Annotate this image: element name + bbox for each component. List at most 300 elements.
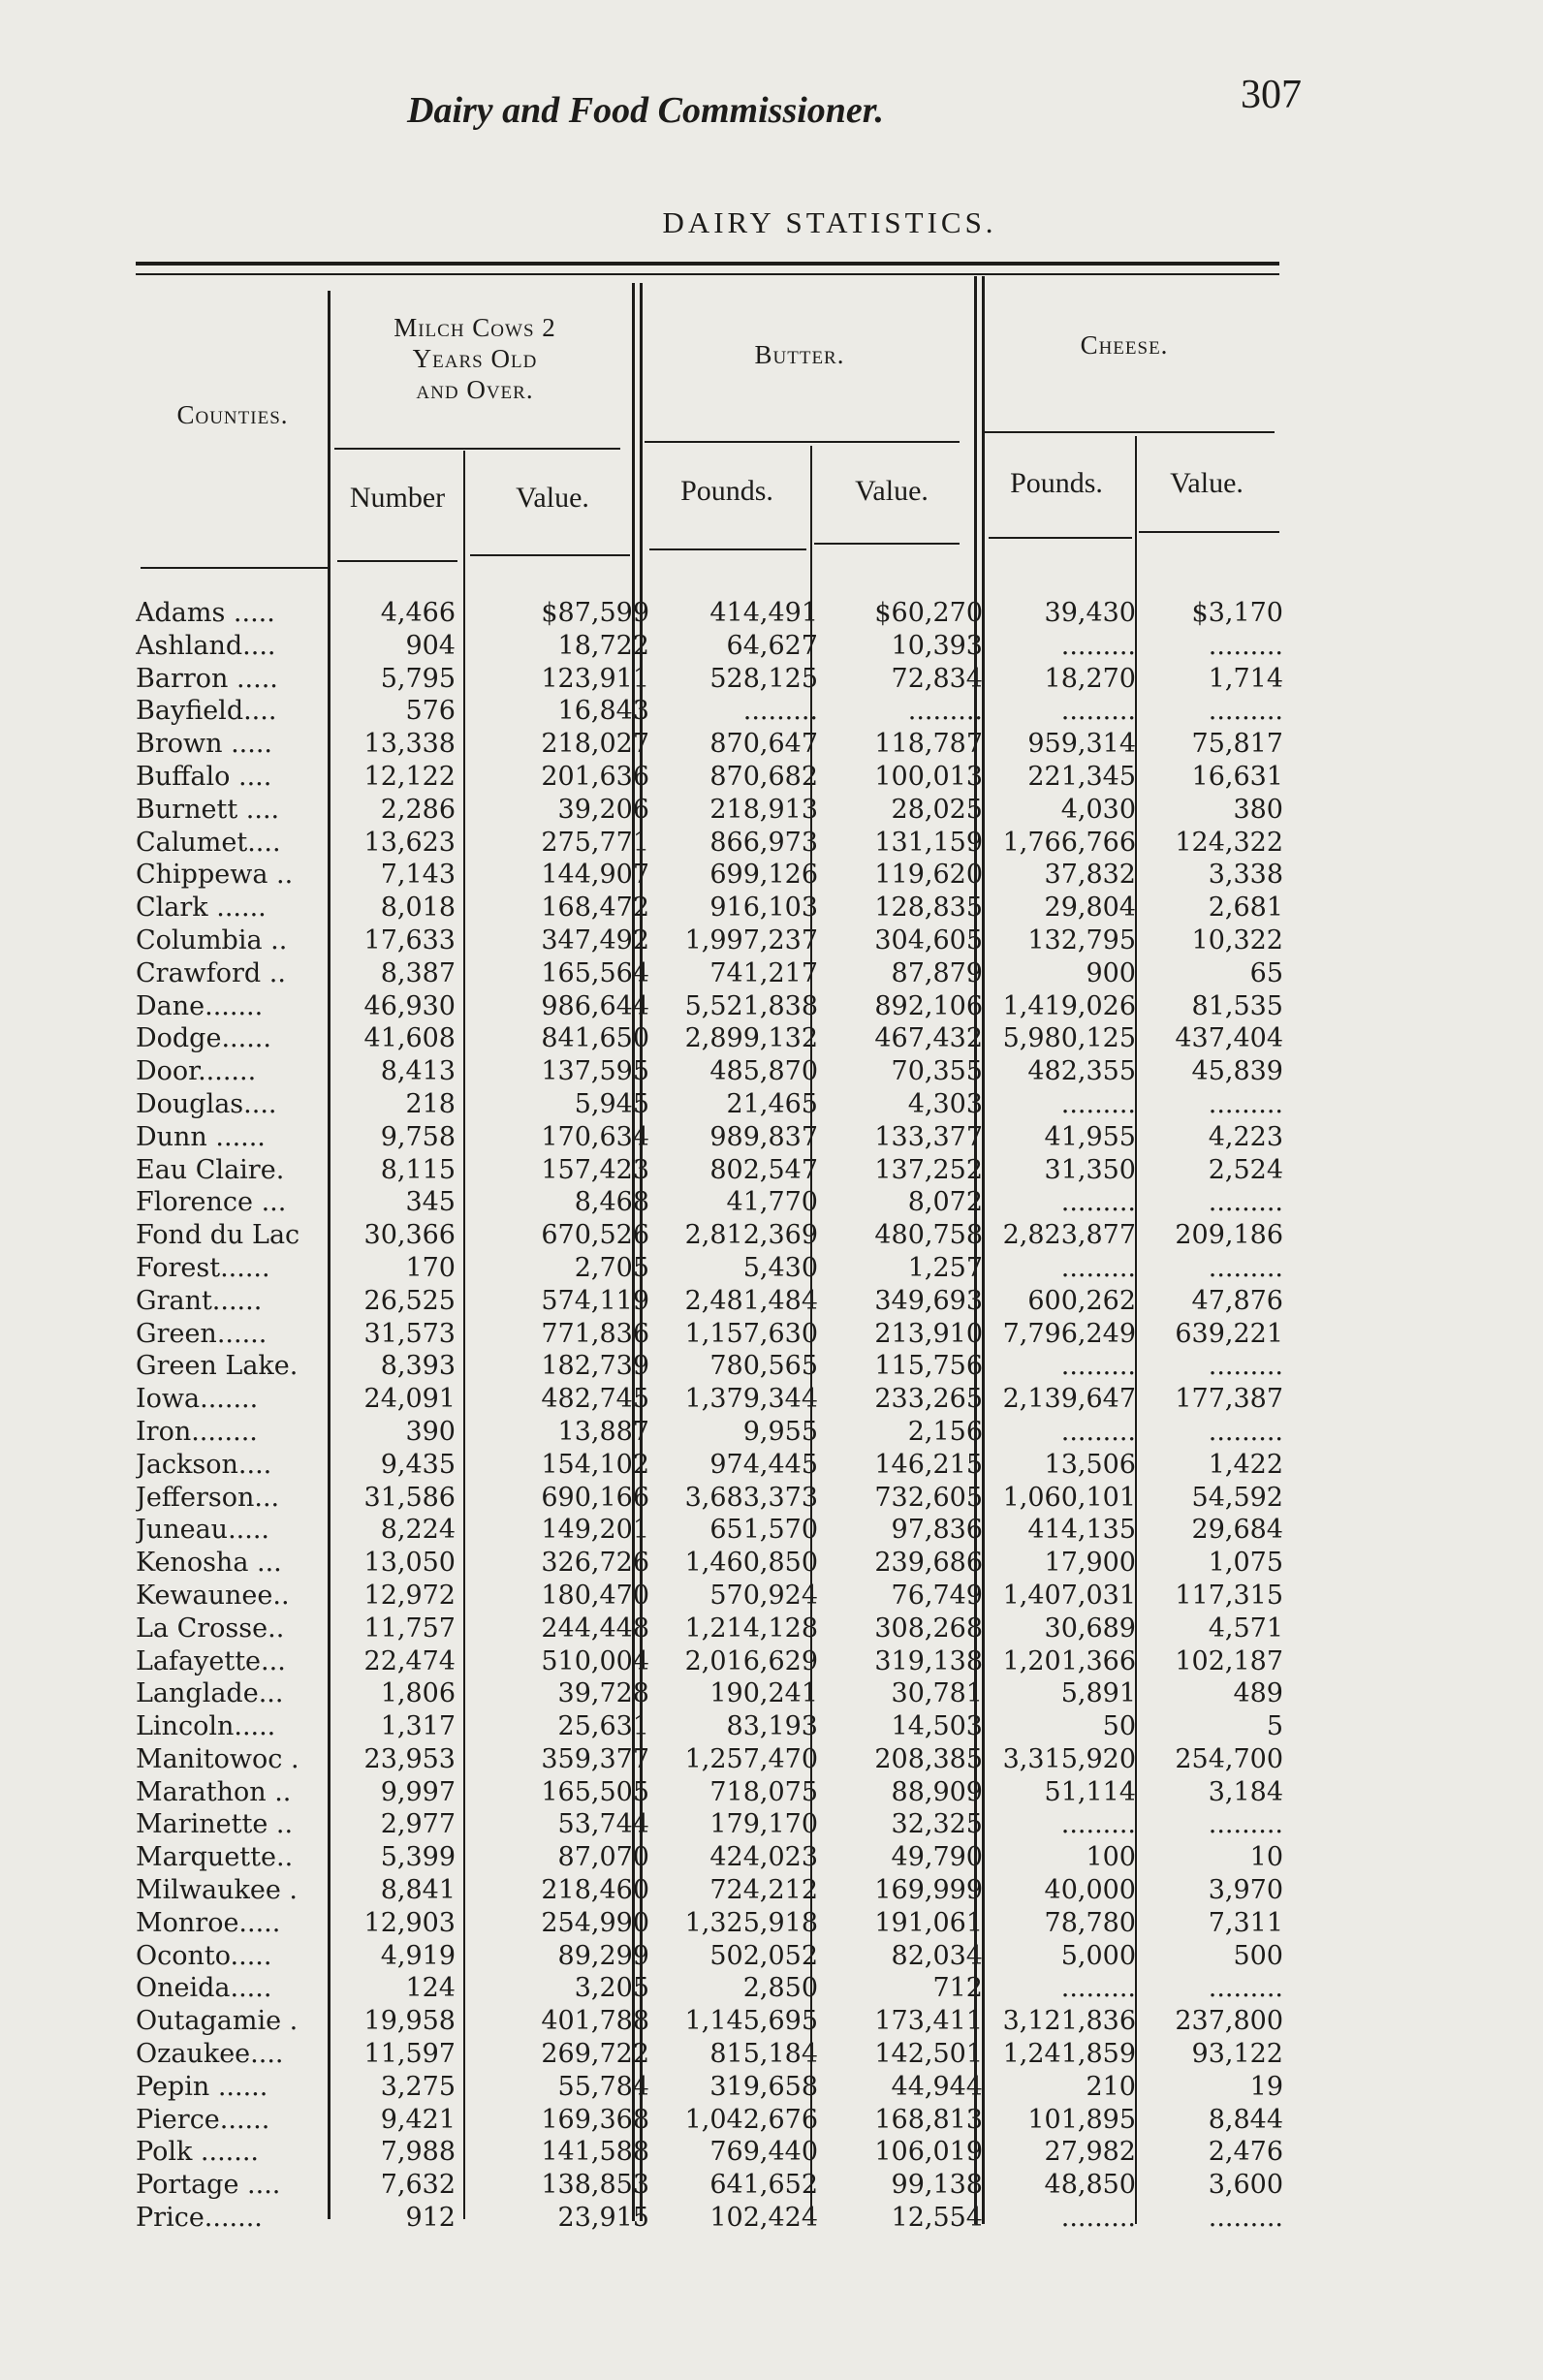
table-row bbox=[0, 1219, 1543, 1252]
cow-number-cell: 9,435 bbox=[380, 1449, 456, 1480]
table-row bbox=[0, 1383, 1543, 1416]
butter-pounds-cell: 974,445 bbox=[709, 1449, 818, 1480]
cheese-pounds-cell: 1,419,026 bbox=[1002, 990, 1136, 1021]
county-cell: Marathon .. bbox=[136, 1776, 292, 1807]
cheese-value-cell: 10,322 bbox=[1191, 924, 1283, 955]
county-cell: Clark ...... bbox=[136, 892, 267, 924]
butter-value-cell: 233,265 bbox=[874, 1384, 983, 1415]
cow-number-cell: 124 bbox=[405, 1973, 456, 2004]
cow-number-cell: 2,286 bbox=[380, 794, 456, 825]
table-row bbox=[0, 1940, 1543, 1973]
cheese-value-cell: ......... bbox=[1208, 1187, 1283, 1218]
cheese-value-cell: ......... bbox=[1208, 1351, 1283, 1382]
cheese-value-cell: 7,311 bbox=[1208, 1907, 1283, 1938]
cow-value-cell: 16,843 bbox=[557, 696, 649, 727]
butter-value-cell: 44,944 bbox=[891, 2071, 983, 2102]
cow-number-cell: 5,399 bbox=[380, 1842, 456, 1873]
cow-value-cell: 254,990 bbox=[541, 1907, 649, 1938]
cheese-value-cell: 209,186 bbox=[1175, 1220, 1283, 1251]
table-row bbox=[0, 2038, 1543, 2071]
cow-value-cell: 359,377 bbox=[541, 1743, 649, 1774]
cheese-value-cell: 254,700 bbox=[1175, 1743, 1283, 1774]
cow-number-cell: 390 bbox=[405, 1416, 456, 1447]
table-row bbox=[0, 1972, 1543, 2005]
cheese-pounds-cell: 78,780 bbox=[1044, 1907, 1136, 1938]
county-cell: Oconto..... bbox=[136, 1940, 272, 1971]
cow-value-cell: 18,722 bbox=[557, 630, 649, 661]
cow-number-cell: 9,997 bbox=[380, 1776, 456, 1807]
butter-value-cell: 168,813 bbox=[874, 2104, 983, 2135]
cheese-pounds-cell: 210 bbox=[1086, 2071, 1136, 2102]
header-bottom-rule-value bbox=[470, 554, 630, 556]
cheese-pounds-cell: ......... bbox=[1060, 1252, 1136, 1283]
cow-value-cell: 771,836 bbox=[541, 1318, 649, 1349]
cheese-pounds-cell: 48,850 bbox=[1044, 2170, 1136, 2201]
cow-value-cell: 269,722 bbox=[541, 2039, 649, 2070]
cow-number-cell: 12,122 bbox=[363, 761, 456, 792]
header-bottom-rule-bvalue bbox=[814, 543, 960, 545]
county-cell: Kenosha ... bbox=[136, 1548, 282, 1579]
county-cell: Crawford .. bbox=[136, 957, 286, 988]
county-cell: Portage .... bbox=[136, 2170, 281, 2201]
cheese-value-cell: 437,404 bbox=[1175, 1023, 1283, 1054]
table-row bbox=[0, 1055, 1543, 1088]
table-row bbox=[0, 892, 1543, 924]
butter-pounds-cell: 179,170 bbox=[709, 1809, 818, 1840]
butter-pounds-cell: 414,491 bbox=[709, 598, 818, 628]
cheese-pounds-cell: 37,832 bbox=[1044, 860, 1136, 891]
butter-value-cell: 4,303 bbox=[907, 1088, 983, 1119]
table-row bbox=[0, 1154, 1543, 1187]
cow-number-cell: 11,597 bbox=[363, 2039, 456, 2070]
table-row bbox=[0, 1710, 1543, 1743]
cheese-value-cell: 489 bbox=[1233, 1678, 1283, 1709]
cow-value-cell: 123,911 bbox=[541, 663, 649, 694]
header-cheese: Cheese. bbox=[1080, 330, 1169, 360]
butter-value-cell: 304,605 bbox=[874, 924, 983, 955]
subheader-cow-value: Value. bbox=[516, 482, 589, 514]
butter-pounds-cell: 424,023 bbox=[709, 1842, 818, 1873]
cow-value-cell: 326,726 bbox=[541, 1548, 649, 1579]
butter-pounds-cell: 190,241 bbox=[709, 1678, 818, 1709]
cheese-value-cell: ......... bbox=[1208, 1252, 1283, 1283]
cow-number-cell: 576 bbox=[405, 696, 456, 727]
cheese-pounds-cell: 3,121,836 bbox=[1002, 2006, 1136, 2037]
cow-value-cell: 87,070 bbox=[557, 1842, 649, 1873]
cheese-value-cell: ......... bbox=[1208, 1416, 1283, 1447]
cow-value-cell: 841,650 bbox=[541, 1023, 649, 1054]
cheese-value-cell: ......... bbox=[1208, 630, 1283, 661]
butter-pounds-cell: 5,430 bbox=[742, 1252, 818, 1283]
cow-value-cell: 670,526 bbox=[541, 1220, 649, 1251]
cow-value-cell: 218,460 bbox=[541, 1875, 649, 1906]
cheese-value-cell: 237,800 bbox=[1175, 2006, 1283, 2037]
cheese-value-cell: 65 bbox=[1249, 957, 1283, 988]
cow-number-cell: 31,573 bbox=[363, 1318, 456, 1349]
cow-number-cell: 170 bbox=[405, 1252, 456, 1283]
cow-value-cell: 482,745 bbox=[541, 1384, 649, 1415]
table-row bbox=[0, 1088, 1543, 1121]
cheese-pounds-cell: 600,262 bbox=[1027, 1285, 1136, 1316]
county-cell: Ozaukee.... bbox=[136, 2039, 284, 2070]
butter-pounds-cell: 21,465 bbox=[726, 1088, 818, 1119]
table-row bbox=[0, 2005, 1543, 2038]
county-cell: Green Lake. bbox=[136, 1351, 299, 1382]
subheader-butter-pounds: Pounds. bbox=[680, 475, 773, 507]
header-milch-cows-line1: Milch Cows 2 bbox=[394, 313, 556, 342]
butter-value-cell: 169,999 bbox=[874, 1875, 983, 1906]
butter-value-cell: 208,385 bbox=[874, 1743, 983, 1774]
county-cell: Jefferson... bbox=[136, 1482, 280, 1513]
butter-value-cell: 30,781 bbox=[891, 1678, 983, 1709]
cheese-pounds-cell: ......... bbox=[1060, 1973, 1136, 2004]
cow-number-cell: 8,393 bbox=[380, 1351, 456, 1382]
butter-pounds-cell: 64,627 bbox=[726, 630, 818, 661]
cheese-pounds-cell: 29,804 bbox=[1044, 892, 1136, 924]
cow-number-cell: 7,632 bbox=[380, 2170, 456, 2201]
cheese-value-cell: ......... bbox=[1208, 1088, 1283, 1119]
table-row bbox=[0, 1776, 1543, 1809]
county-cell: Manitowoc . bbox=[136, 1743, 299, 1774]
butter-value-cell: 239,686 bbox=[874, 1548, 983, 1579]
cheese-subheader-rule bbox=[984, 431, 1275, 433]
county-cell: Iowa....... bbox=[136, 1384, 259, 1415]
cheese-value-cell: ......... bbox=[1208, 2203, 1283, 2234]
county-cell: Lincoln..... bbox=[136, 1711, 276, 1742]
cheese-pounds-cell: ......... bbox=[1060, 1088, 1136, 1119]
cheese-pounds-cell: 959,314 bbox=[1027, 729, 1136, 760]
butter-pounds-cell: 2,850 bbox=[742, 1973, 818, 2004]
cow-value-cell: 2,705 bbox=[574, 1252, 649, 1283]
county-cell: Marquette.. bbox=[136, 1842, 294, 1873]
cheese-pounds-cell: 51,114 bbox=[1044, 1776, 1136, 1807]
county-cell: Oneida..... bbox=[136, 1973, 272, 2004]
table-row bbox=[0, 1350, 1543, 1383]
county-cell: Outagamie . bbox=[136, 2006, 299, 2037]
header-butter: Butter. bbox=[754, 340, 845, 369]
table-row bbox=[0, 1677, 1543, 1710]
cheese-value-cell: 1,075 bbox=[1208, 1548, 1283, 1579]
county-cell: Milwaukee . bbox=[136, 1875, 298, 1906]
table-row bbox=[0, 1514, 1543, 1547]
cow-value-cell: 137,595 bbox=[541, 1056, 649, 1087]
cheese-pounds-cell: ......... bbox=[1060, 696, 1136, 727]
county-cell: Iron........ bbox=[136, 1416, 258, 1447]
butter-pounds-cell: 802,547 bbox=[709, 1154, 818, 1185]
cow-value-cell: 510,004 bbox=[541, 1645, 649, 1676]
table-row bbox=[0, 1907, 1543, 1940]
county-cell: Bayfield.... bbox=[136, 696, 277, 727]
cow-value-cell: 401,788 bbox=[541, 2006, 649, 2037]
butter-value-cell: 732,605 bbox=[874, 1482, 983, 1513]
cow-value-cell: 574,119 bbox=[541, 1285, 649, 1316]
butter-value-cell: 480,758 bbox=[874, 1220, 983, 1251]
butter-pounds-cell: 724,212 bbox=[709, 1875, 818, 1906]
cheese-pounds-cell: 1,407,031 bbox=[1002, 1580, 1136, 1611]
butter-value-cell: 12,554 bbox=[891, 2203, 983, 2234]
cow-number-cell: 11,757 bbox=[363, 1613, 456, 1644]
butter-pounds-cell: 718,075 bbox=[709, 1776, 818, 1807]
cow-number-cell: 8,387 bbox=[380, 957, 456, 988]
butter-pounds-cell: 699,126 bbox=[709, 860, 818, 891]
cow-value-cell: 157,423 bbox=[541, 1154, 649, 1185]
cheese-pounds-cell: 4,030 bbox=[1060, 794, 1136, 825]
county-cell: Florence ... bbox=[136, 1187, 287, 1218]
cheese-value-cell: 2,524 bbox=[1208, 1154, 1283, 1185]
butter-pounds-cell: 2,812,369 bbox=[684, 1220, 818, 1251]
cow-number-cell: 17,633 bbox=[363, 924, 456, 955]
cow-number-cell: 1,317 bbox=[380, 1711, 456, 1742]
cow-value-cell: 5,945 bbox=[574, 1088, 649, 1119]
cow-number-cell: 4,919 bbox=[380, 1940, 456, 1971]
county-cell: Green...... bbox=[136, 1318, 268, 1349]
cheese-value-cell: ......... bbox=[1208, 1809, 1283, 1840]
table-row bbox=[0, 1416, 1543, 1449]
cheese-value-cell: 2,681 bbox=[1208, 892, 1283, 924]
cheese-pounds-cell: 101,895 bbox=[1027, 2104, 1136, 2135]
cow-number-cell: 8,018 bbox=[380, 892, 456, 924]
cheese-value-cell: 93,122 bbox=[1191, 2039, 1283, 2070]
cheese-value-cell: $3,170 bbox=[1191, 598, 1283, 628]
butter-pounds-cell: 989,837 bbox=[709, 1121, 818, 1152]
county-cell: Ashland.... bbox=[136, 630, 276, 661]
top-rule-thin bbox=[136, 273, 1279, 275]
butter-value-cell: ......... bbox=[907, 696, 983, 727]
cheese-value-cell: 81,535 bbox=[1191, 990, 1283, 1021]
cheese-pounds-cell: 3,315,920 bbox=[1002, 1743, 1136, 1774]
butter-value-cell: 49,790 bbox=[891, 1842, 983, 1873]
cheese-value-cell: 16,631 bbox=[1191, 761, 1283, 792]
table-row bbox=[0, 695, 1543, 728]
table-row bbox=[0, 1318, 1543, 1351]
table-row bbox=[0, 1808, 1543, 1841]
table-row bbox=[0, 1580, 1543, 1613]
cheese-value-cell: 124,322 bbox=[1175, 827, 1283, 858]
county-cell: Pierce...... bbox=[136, 2104, 270, 2135]
county-cell: Buffalo .... bbox=[136, 761, 272, 792]
cow-number-cell: 13,050 bbox=[363, 1548, 456, 1579]
butter-value-cell: 308,268 bbox=[874, 1613, 983, 1644]
header-bottom-rule-cvalue bbox=[1139, 531, 1279, 533]
table-body bbox=[0, 597, 1543, 2235]
header-bottom-rule-cpounds bbox=[989, 537, 1132, 539]
butter-value-cell: 712 bbox=[932, 1973, 983, 2004]
butter-value-cell: 8,072 bbox=[907, 1187, 983, 1218]
cow-value-cell: 165,564 bbox=[541, 957, 649, 988]
cow-number-cell: 19,958 bbox=[363, 2006, 456, 2037]
butter-pounds-cell: 916,103 bbox=[709, 892, 818, 924]
county-cell: Dunn ...... bbox=[136, 1121, 266, 1152]
cow-value-cell: 154,102 bbox=[541, 1449, 649, 1480]
table-row bbox=[0, 728, 1543, 761]
butter-value-cell: 87,879 bbox=[891, 957, 983, 988]
subheader-butter-value: Value. bbox=[855, 475, 929, 507]
butter-pounds-cell: 5,521,838 bbox=[684, 990, 818, 1021]
butter-value-cell: 133,377 bbox=[874, 1121, 983, 1152]
table-row bbox=[0, 1449, 1543, 1482]
cheese-pounds-cell: 900 bbox=[1086, 957, 1136, 988]
cow-value-cell: 182,739 bbox=[541, 1351, 649, 1382]
cow-number-cell: 912 bbox=[405, 2203, 456, 2234]
butter-pounds-cell: 641,652 bbox=[709, 2170, 818, 2201]
cheese-value-cell: 639,221 bbox=[1175, 1318, 1283, 1349]
cow-value-cell: 244,448 bbox=[541, 1613, 649, 1644]
butter-pounds-cell: ......... bbox=[742, 696, 818, 727]
cheese-pounds-cell: 5,980,125 bbox=[1002, 1023, 1136, 1054]
cow-value-cell: 3,205 bbox=[574, 1973, 649, 2004]
butter-pounds-cell: 866,973 bbox=[709, 827, 818, 858]
butter-value-cell: 349,693 bbox=[874, 1285, 983, 1316]
subheader-number: Number bbox=[349, 482, 446, 514]
cheese-pounds-cell: 31,350 bbox=[1044, 1154, 1136, 1185]
cheese-value-cell: 3,338 bbox=[1208, 860, 1283, 891]
cheese-value-cell: 3,184 bbox=[1208, 1776, 1283, 1807]
table-row bbox=[0, 2071, 1543, 2104]
butter-value-cell: 118,787 bbox=[874, 729, 983, 760]
cheese-pounds-cell: 1,201,366 bbox=[1002, 1645, 1136, 1676]
header-bottom-rule-counties bbox=[141, 567, 330, 569]
cheese-pounds-cell: 7,796,249 bbox=[1002, 1318, 1136, 1349]
cheese-pounds-cell: ......... bbox=[1060, 1187, 1136, 1218]
cheese-value-cell: 8,844 bbox=[1208, 2104, 1283, 2135]
butter-pounds-cell: 1,157,630 bbox=[684, 1318, 818, 1349]
county-cell: Kewaunee.. bbox=[136, 1580, 290, 1611]
table-row bbox=[0, 597, 1543, 630]
cow-number-cell: 4,466 bbox=[380, 598, 456, 628]
county-cell: Douglas.... bbox=[136, 1088, 277, 1119]
county-cell: Burnett .... bbox=[136, 794, 280, 825]
butter-pounds-cell: 651,570 bbox=[709, 1515, 818, 1546]
table-row bbox=[0, 2104, 1543, 2137]
cheese-pounds-cell: 50 bbox=[1102, 1711, 1136, 1742]
butter-pounds-cell: 741,217 bbox=[709, 957, 818, 988]
county-cell: La Crosse.. bbox=[136, 1613, 285, 1644]
butter-value-cell: 1,257 bbox=[907, 1252, 983, 1283]
butter-value-cell: 2,156 bbox=[907, 1416, 983, 1447]
table-row bbox=[0, 1841, 1543, 1874]
cow-value-cell: 165,505 bbox=[541, 1776, 649, 1807]
header-milch-cows-line2: Years Old bbox=[412, 344, 538, 373]
cow-value-cell: 8,468 bbox=[574, 1187, 649, 1218]
butter-value-cell: 100,013 bbox=[874, 761, 983, 792]
cow-value-cell: 218,027 bbox=[541, 729, 649, 760]
cheese-pounds-cell: 5,000 bbox=[1060, 1940, 1136, 1971]
butter-pounds-cell: 870,682 bbox=[709, 761, 818, 792]
butter-pounds-cell: 83,193 bbox=[726, 1711, 818, 1742]
cow-number-cell: 13,338 bbox=[363, 729, 456, 760]
butter-value-cell: 76,749 bbox=[891, 1580, 983, 1611]
butter-value-cell: 131,159 bbox=[874, 827, 983, 858]
table-row bbox=[0, 2136, 1543, 2169]
butter-value-cell: 191,061 bbox=[874, 1907, 983, 1938]
county-cell: Dodge...... bbox=[136, 1023, 271, 1054]
cow-value-cell: 39,728 bbox=[557, 1678, 649, 1709]
subheader-cheese-pounds: Pounds. bbox=[1010, 467, 1103, 499]
butter-value-cell: 97,836 bbox=[891, 1515, 983, 1546]
cheese-value-cell: 4,223 bbox=[1208, 1121, 1283, 1152]
cow-number-cell: 8,413 bbox=[380, 1056, 456, 1087]
cheese-pounds-cell: ......... bbox=[1060, 630, 1136, 661]
butter-value-cell: 106,019 bbox=[874, 2137, 983, 2168]
cow-value-cell: 13,887 bbox=[557, 1416, 649, 1447]
county-cell: Barron ..... bbox=[136, 663, 278, 694]
table-row bbox=[0, 827, 1543, 860]
cow-value-cell: 169,368 bbox=[541, 2104, 649, 2135]
cow-value-cell: 55,784 bbox=[557, 2071, 649, 2102]
county-cell: Juneau..... bbox=[136, 1515, 269, 1546]
butter-value-cell: 892,106 bbox=[874, 990, 983, 1021]
table-row bbox=[0, 1285, 1543, 1318]
cow-value-cell: 53,744 bbox=[557, 1809, 649, 1840]
cheese-value-cell: 1,714 bbox=[1208, 663, 1283, 694]
cheese-value-cell: 500 bbox=[1233, 1940, 1283, 1971]
cheese-value-cell: ......... bbox=[1208, 1973, 1283, 2004]
cow-number-cell: 41,608 bbox=[363, 1023, 456, 1054]
cheese-value-cell: 10 bbox=[1249, 1842, 1283, 1873]
table-row bbox=[0, 1645, 1543, 1678]
cheese-pounds-cell: 27,982 bbox=[1044, 2137, 1136, 2168]
cow-number-cell: 8,115 bbox=[380, 1154, 456, 1185]
butter-value-cell: $60,270 bbox=[874, 598, 983, 628]
butter-pounds-cell: 2,481,484 bbox=[684, 1285, 818, 1316]
table-row bbox=[0, 2169, 1543, 2202]
table-row bbox=[0, 990, 1543, 1023]
butter-pounds-cell: 1,145,695 bbox=[684, 2006, 818, 2037]
subheader-cheese-value: Value. bbox=[1170, 467, 1244, 499]
cheese-pounds-cell: 30,689 bbox=[1044, 1613, 1136, 1644]
running-head: Dairy and Food Commissioner. bbox=[407, 90, 884, 131]
butter-value-cell: 82,034 bbox=[891, 1940, 983, 1971]
butter-pounds-cell: 218,913 bbox=[709, 794, 818, 825]
cheese-value-cell: 102,187 bbox=[1175, 1645, 1283, 1676]
county-cell: Jackson.... bbox=[136, 1449, 272, 1480]
cow-number-cell: 7,988 bbox=[380, 2137, 456, 2168]
cow-number-cell: 9,421 bbox=[380, 2104, 456, 2135]
county-cell: Price....... bbox=[136, 2203, 263, 2234]
table-row bbox=[0, 1613, 1543, 1645]
cheese-pounds-cell: 1,241,859 bbox=[1002, 2039, 1136, 2070]
table-row bbox=[0, 1022, 1543, 1055]
cows-subheader-rule bbox=[334, 448, 620, 450]
cheese-value-cell: 45,839 bbox=[1191, 1056, 1283, 1087]
butter-pounds-cell: 570,924 bbox=[709, 1580, 818, 1611]
cow-value-cell: 168,472 bbox=[541, 892, 649, 924]
table-row bbox=[0, 957, 1543, 990]
butter-value-cell: 128,835 bbox=[874, 892, 983, 924]
cheese-value-cell: 117,315 bbox=[1175, 1580, 1283, 1611]
header-milch-cows-line3: and Over. bbox=[416, 375, 534, 404]
cheese-value-cell: 2,476 bbox=[1208, 2137, 1283, 2168]
county-cell: Forest...... bbox=[136, 1252, 270, 1283]
table-row bbox=[0, 1186, 1543, 1219]
butter-value-cell: 142,501 bbox=[874, 2039, 983, 2070]
butter-pounds-cell: 870,647 bbox=[709, 729, 818, 760]
cheese-pounds-cell: ......... bbox=[1060, 2203, 1136, 2234]
cow-value-cell: 89,299 bbox=[557, 1940, 649, 1971]
cheese-pounds-cell: 40,000 bbox=[1044, 1875, 1136, 1906]
county-cell: Grant...... bbox=[136, 1285, 263, 1316]
cow-number-cell: 12,903 bbox=[363, 1907, 456, 1938]
county-cell: Eau Claire. bbox=[136, 1154, 285, 1185]
table-row bbox=[0, 1252, 1543, 1285]
table-row bbox=[0, 2202, 1543, 2235]
cow-number-cell: 12,972 bbox=[363, 1580, 456, 1611]
cow-number-cell: 24,091 bbox=[363, 1384, 456, 1415]
cow-value-cell: 141,588 bbox=[541, 2137, 649, 2168]
butter-pounds-cell: 502,052 bbox=[709, 1940, 818, 1971]
cheese-pounds-cell: 13,506 bbox=[1044, 1449, 1136, 1480]
cheese-value-cell: 47,876 bbox=[1191, 1285, 1283, 1316]
